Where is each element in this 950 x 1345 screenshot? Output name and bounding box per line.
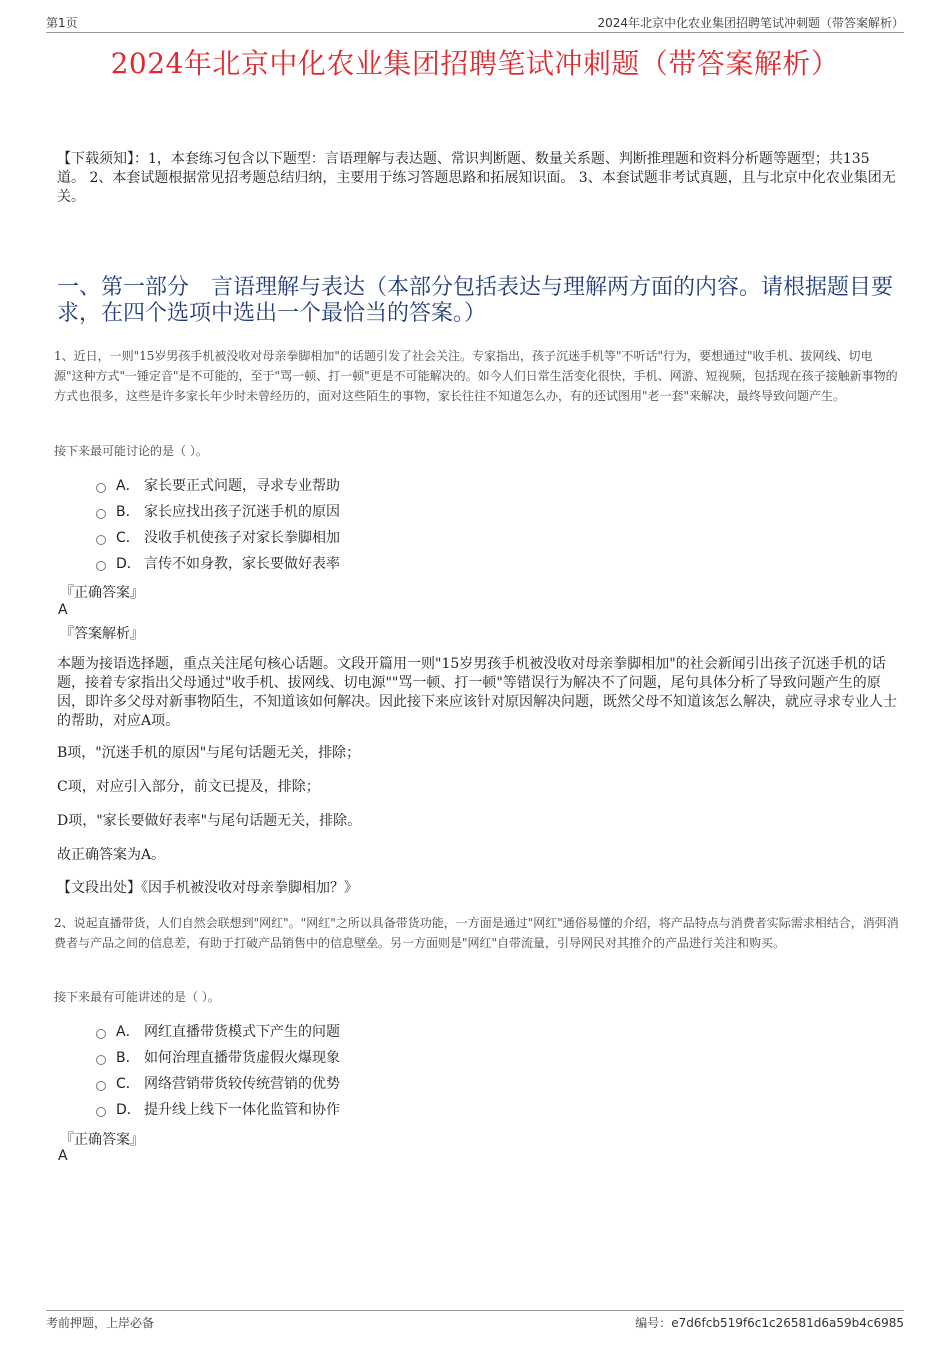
radio-icon[interactable] <box>96 535 106 545</box>
radio-icon[interactable] <box>96 561 106 571</box>
q1-note-d: D项，"家长要做好表率"与尾句话题无关，排除。 <box>57 813 362 829</box>
radio-icon[interactable] <box>96 1055 106 1065</box>
q1-analysis: 本题为接语选择题，重点关注尾句核心话题。文段开篇用一则"15岁男孩手机被没收对母亲拳脚相加"的社会新闻引出孩子沉迷手机的话题，接着专家指出父母通过"收手机、拔网线、切电源""骂一顿、打一顿"等错误行为解决不了问题，尾句具体分析了导致问题产生的原因，即许多父母对新事物陌生，不知道该如何解决。因此接下来应该针对原因解决问题，既然父母不知道该怎么解决，就应寻求专业人士的帮助，对应A项。 <box>57 656 897 729</box>
question-2-stem: 2、说起直播带货，人们自然会联想到"网红"。"网红"之所以具备带货功能，一方面是通过"网红"通俗易懂的介绍，将产品特点与消费者实际需求相结合，消弭消费者与产品之间的信息差，有助于打破产品销售中的信息壁垒。另一方面则是"网红"自带流量，引导网民对其推介的产品进行关注和购买。 <box>54 916 899 950</box>
q1-conclusion: 故正确答案为A。 <box>57 847 166 863</box>
q1-source: 【文段出处】《因手机被没收对母亲拳脚相加？》 <box>57 880 358 896</box>
q1-option-a[interactable]: A． 家长要正式问题，寻求专业帮助 <box>96 477 340 495</box>
header-divider <box>46 32 904 33</box>
radio-icon[interactable] <box>96 509 106 519</box>
q1-option-b[interactable]: B． 家长应找出孩子沉迷手机的原因 <box>96 503 340 521</box>
question-1-stem: 1、近日，一则"15岁男孩手机被没收对母亲拳脚相加"的话题引发了社会关注。专家指出，孩子沉迷手机等"不听话"行为，要想通过"收手机、拔网线、切电源"这种方式"一锤定音"是不可能的，至于"骂一顿、打一顿"更是不可能解决的。如今人们日常生活变化很快，手机、网游、短视频，包括现在孩子接触新事物的方式也很多，这些是许多家长年少时未曾经历的，面对这些陌生的事物，家长往往不知道怎么办，有的还试图用"老一套"来解决，最终导致问题产生。 <box>54 349 898 403</box>
radio-icon[interactable] <box>96 1081 106 1091</box>
radio-icon[interactable] <box>96 1029 106 1039</box>
footer-serial: 编号：e7d6fcb519f6c1c26581d6a59b4c6985 <box>635 1316 904 1330</box>
q1-note-b: B项，"沉迷手机的原因"与尾句话题无关，排除； <box>57 745 361 761</box>
q1-answer-label: 『正确答案』 <box>60 585 144 601</box>
q1-note-c: C项，对应引入部分，前文已提及，排除； <box>57 779 320 795</box>
q2-answer: A <box>58 1148 68 1164</box>
q2-option-c[interactable]: C． 网络营销带货较传统营销的优势 <box>96 1075 340 1093</box>
document-title: 2024年北京中化农业集团招聘笔试冲刺题（带答案解析） <box>110 47 840 80</box>
q1-option-d[interactable]: D． 言传不如身教，家长要做好表率 <box>96 555 340 573</box>
footer-divider <box>46 1310 904 1311</box>
radio-icon[interactable] <box>96 483 106 493</box>
q1-answer: A <box>58 602 68 618</box>
q2-answer-label: 『正确答案』 <box>60 1132 144 1148</box>
section-heading: 一、第一部分 言语理解与表达（本部分包括表达与理解两方面的内容。请根据题目要求，在四个选项中选出一个最恰当的答案。） <box>57 275 894 326</box>
q1-option-c[interactable]: C． 没收手机使孩子对家长拳脚相加 <box>96 529 340 547</box>
q2-option-a[interactable]: A． 网红直播带货模式下产生的问题 <box>96 1023 340 1041</box>
q2-option-d[interactable]: D． 提升线上线下一体化监管和协作 <box>96 1101 340 1119</box>
question-2-prompt: 接下来最有可能讲述的是（ ）。 <box>54 990 220 1004</box>
header-title: 2024年北京中化农业集团招聘笔试冲刺题（带答案解析） <box>597 16 904 30</box>
download-notice: 【下载须知】：1，本套练习包含以下题型：言语理解与表达题、常识判断题、数量关系题、判断推理题和资料分析题等题型；共135道。 2、本套试题根据常见招考题总结归纳，主要用于练习答题思路和拓展知识面。 3、本套试题非考试真题，且与北京中化农业集团无关。 <box>57 151 896 205</box>
q1-analysis-label: 『答案解析』 <box>60 626 144 642</box>
question-1-prompt: 接下来最可能讨论的是（ ）。 <box>54 444 208 458</box>
q2-option-b[interactable]: B． 如何治理直播带货虚假火爆现象 <box>96 1049 340 1067</box>
radio-icon[interactable] <box>96 1107 106 1117</box>
footer-slogan: 考前押题，上岸必备 <box>46 1316 155 1330</box>
page-number: 第1页 <box>46 16 78 30</box>
